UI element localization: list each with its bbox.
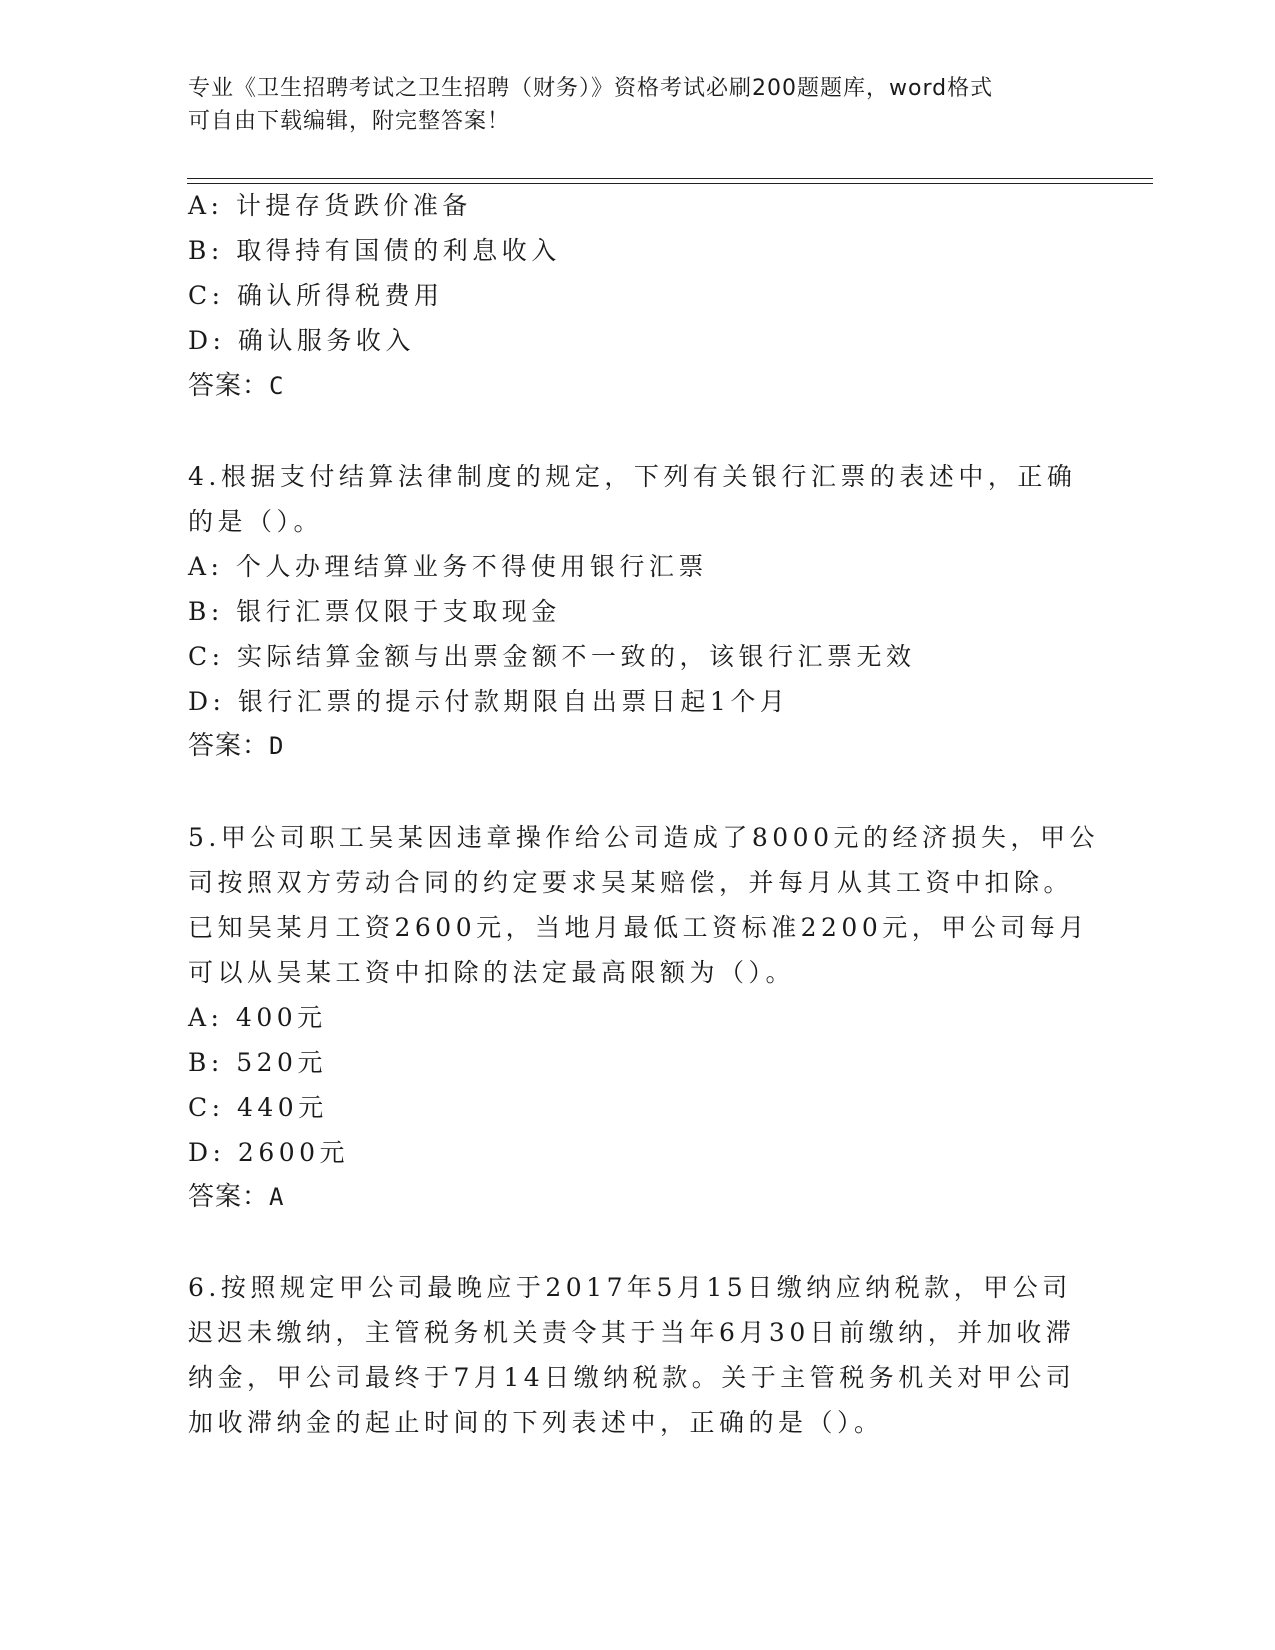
answer-label: 答案： [188,371,270,401]
option-c: C: 确认所得税费用 [188,281,444,310]
option-b: B: 银行汇票仅限于支取现金 [188,597,561,626]
answer-value: A [269,1183,285,1211]
option-c: C: 440元 [188,1093,328,1122]
question-text-line: 加收滞纳金的起止时间的下列表述中，正确的是（）。 [188,1408,884,1437]
option-c: C: 实际结算金额与出票金额不一致的，该银行汇票无效 [188,642,916,671]
option-a: A: 个人办理结算业务不得使用银行汇票 [188,552,708,581]
header-line-1: 专业《卫生招聘考试之卫生招聘（财务）》资格考试必刷200题题库，word格式 [188,76,994,101]
question-text-line: 5.甲公司职工吴某因违章操作给公司造成了8000元的经济损失，甲公 [188,823,1099,852]
question-text-line: 已知吴某月工资2600元，当地月最低工资标准2200元，甲公司每月 [188,913,1089,942]
answer-line [188,365,284,402]
answer-value: C [269,372,285,400]
option-a: A: 计提存货跌价准备 [188,191,472,220]
question-text-line: 6.按照规定甲公司最晚应于2017年5月15日缴纳应纳税款，甲公司 [188,1273,1072,1302]
question-text-line: 司按照双方劳动合同的约定要求吴某赔偿，并每月从其工资中扣除。 [188,868,1074,897]
option-b: B: 取得持有国债的利息收入 [188,236,561,265]
answer-line [188,725,284,762]
header-divider-bottom [187,183,1153,184]
answer-value: D [269,732,285,760]
option-b: B: 520元 [188,1048,327,1077]
header-divider-top [187,178,1153,179]
answer-label: 答案： [188,731,270,761]
question-text-line: 的是（）。 [188,507,324,536]
answer-line [188,1176,284,1213]
question-text-line: 可以从吴某工资中扣除的法定最高限额为（）。 [188,958,796,987]
option-d: D: 银行汇票的提示付款期限自出票日起1个月 [188,687,790,716]
answer-label: 答案： [188,1182,270,1212]
header-line-2: 可自由下载编辑，附完整答案！ [188,109,511,134]
document-header [188,72,1088,138]
question-text-line: 4.根据支付结算法律制度的规定，下列有关银行汇票的表述中，正确 [188,462,1077,491]
question-text-line: 迟迟未缴纳，主管税务机关责令其于当年6月30日前缴纳，并加收滞 [188,1318,1076,1347]
option-d: D: 2600元 [188,1138,350,1167]
option-d: D: 确认服务收入 [188,326,415,355]
option-a: A: 400元 [188,1003,327,1032]
question-text-line: 纳金，甲公司最终于7月14日缴纳税款。关于主管税务机关对甲公司 [188,1363,1076,1392]
